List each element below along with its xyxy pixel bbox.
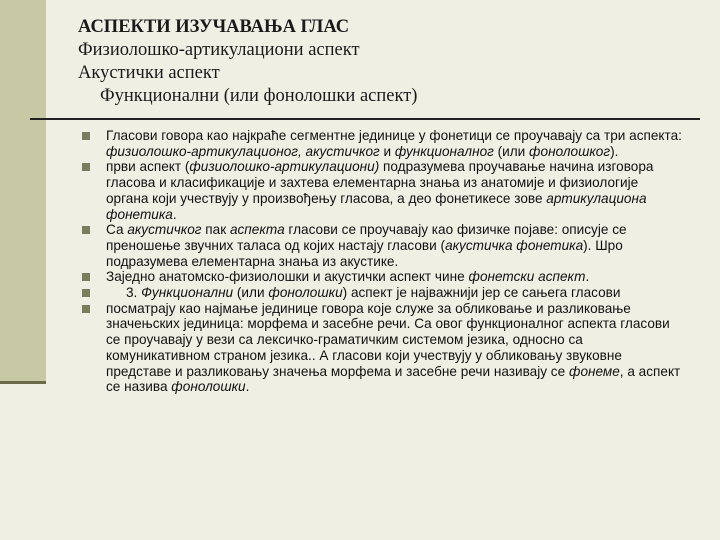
bullet-italic: акустичка фонетика xyxy=(445,237,584,253)
bullet-text: Са xyxy=(106,222,128,238)
bullet-item-4 xyxy=(82,269,682,285)
bullet-text: и xyxy=(379,143,395,159)
bullet-italic: функционалног xyxy=(394,143,494,159)
bullet-list xyxy=(82,128,682,395)
bullet-marker xyxy=(82,305,90,313)
title-divider xyxy=(30,118,700,120)
bullet-italic: фонолошког xyxy=(529,143,611,159)
bullet-text: (или xyxy=(233,285,269,301)
slide-title-block xyxy=(78,16,417,108)
bullet-text: Гласови говора као најкраће сегментне јединице у фонетици се проучавају са три аспекта: xyxy=(106,128,682,143)
bullet-marker xyxy=(82,163,90,171)
bullet-text: (или xyxy=(493,143,530,159)
bullet-text: ). Шро подразумева елементарна знања из акустике. xyxy=(106,237,623,269)
slide-title: АСПЕКТИ ИЗУЧАВАЊА ГЛАС xyxy=(78,17,350,37)
bullet-italic: физиолошко-артикулационог, акустичког xyxy=(106,143,380,159)
bullet-item-2 xyxy=(82,159,682,222)
bullet-text: , а аспект се назива xyxy=(106,363,681,395)
bullet-text: . xyxy=(585,269,590,285)
title-line-physiological: Физиолошко-артикулациони аспект xyxy=(78,40,360,60)
bullet-italic: артикулациона фонетика xyxy=(106,190,647,222)
bullet-text: посматрају као најмање јединице говора које служе за обликовање и разликовање значењских јединица: морфема и засебне речи. Са овог функционалног аспекта гласови се проучавају у вези са лексичко-граматичким системом језика, односно са комуникативном страном језика.. А гласови који учествују у обликовању звуковне представе и разликовању значења морфема и засебне речи називају се xyxy=(106,300,670,379)
left-accent-bar xyxy=(0,0,46,383)
bullet-item-5 xyxy=(82,285,682,301)
bullet-marker xyxy=(82,132,90,140)
bullet-item-1 xyxy=(82,128,682,159)
bullet-item-3 xyxy=(82,222,682,269)
left-accent-rule xyxy=(0,381,46,384)
bullet-item-6 xyxy=(82,301,682,395)
bullet-text: . xyxy=(245,379,250,395)
bullet-text: пак xyxy=(201,222,230,238)
bullet-text: гласови се проучавају као физичке појаве: описује се преношење звучних таласа од којих настају гласови ( xyxy=(106,222,627,253)
bullet-italic: Функционални xyxy=(141,285,234,301)
bullet-text: ). xyxy=(610,143,619,159)
bullet-italic: фонолошки xyxy=(171,379,246,395)
bullet-italic: акустичког xyxy=(127,222,202,238)
bullet-marker xyxy=(82,289,90,297)
bullet-text: подразумева проучавање начина изговора гласова и класификације и захтева елементарна знања из анатомије и физиологије органа који учествују у произвођењу гласова, а део фонетикесе зове xyxy=(106,159,654,206)
bullet-marker xyxy=(82,273,90,281)
bullet-italic: фонетски аспект xyxy=(468,269,586,285)
bullet-text: 3. xyxy=(126,285,142,301)
bullet-italic: фонеме xyxy=(568,363,620,379)
bullet-italic: физиолошко-артикулациони) xyxy=(189,159,380,175)
bullet-text: . xyxy=(172,206,177,222)
bullet-italic: фонолошки xyxy=(268,285,343,301)
title-line-functional: Функционални (или фонолошки аспект) xyxy=(100,86,418,106)
bullet-marker xyxy=(82,226,90,234)
bullet-text: ) аспект је најважнији јер се сањега гласови xyxy=(342,285,621,301)
bullet-text: први аспект ( xyxy=(106,159,190,175)
bullet-italic: аспекта xyxy=(229,222,285,238)
title-line-acoustic: Акустички аспект xyxy=(78,63,220,83)
bullet-text: Заједно анатомско-физиолошки и акустички аспект чине xyxy=(106,269,469,285)
